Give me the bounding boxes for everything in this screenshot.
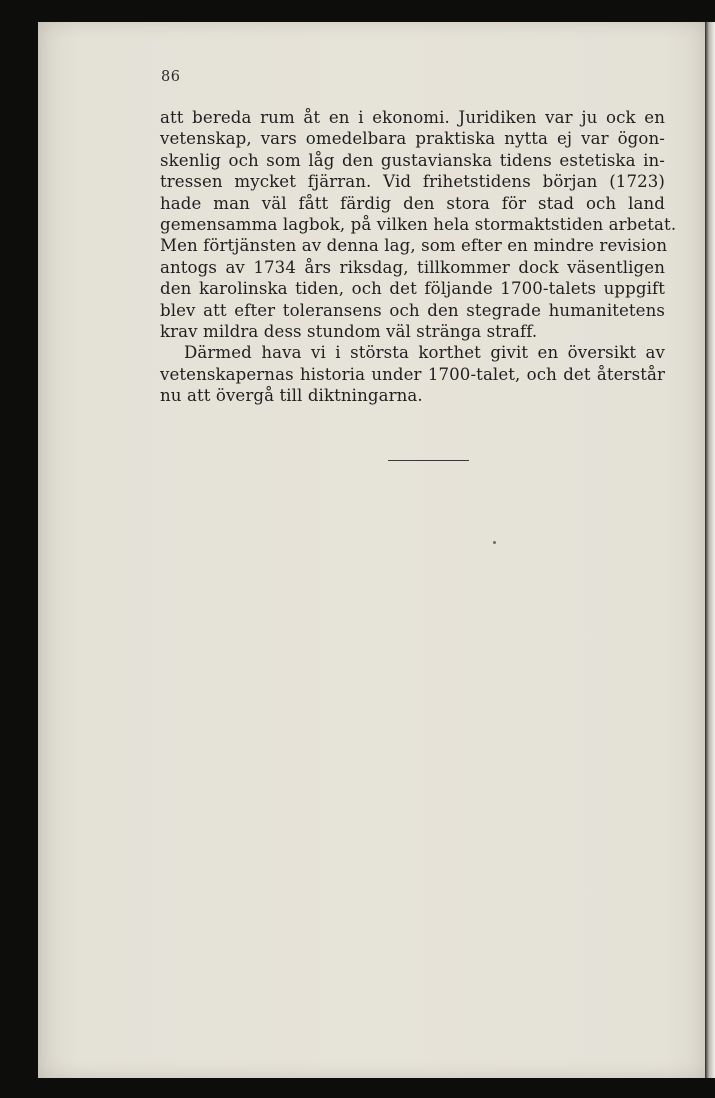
page-edge xyxy=(705,22,715,1078)
paragraph-end-line: krav mildra dess stundom väl stränga straff. xyxy=(160,321,538,341)
text-line: skenlig och som låg den gustavianska tidens estetiska in- xyxy=(160,150,665,170)
text-line: tressen mycket fjärran. Vid frihetstidens början (1723) xyxy=(160,172,665,192)
text-line: blev att efter toleransens och den stegrade humanitetens xyxy=(160,300,665,320)
text-line: att bereda rum åt en i ekonomi. Juridiken var ju ock en xyxy=(160,108,665,127)
section-end-rule xyxy=(388,460,469,461)
text-line: Men förtjänsten av denna lag, som efter en mindre revision xyxy=(160,236,668,256)
page-number: 86 xyxy=(161,69,181,85)
text-line: vetenskapernas historia under 1700-talet, och det återstår xyxy=(160,364,665,384)
body-text xyxy=(160,107,677,406)
text-line: hade man väl fått färdig den stora för stad och land xyxy=(160,193,665,213)
text-line: den karolinska tiden, och det följande 1700-talets uppgift xyxy=(160,279,665,299)
paragraph-end-line: nu att övergå till diktningarna. xyxy=(160,386,423,406)
text-line: antogs av 1734 års riksdag, tillkommer dock väsentligen xyxy=(160,257,665,277)
text-line: vetenskap, vars omedelbara praktiska nytta ej var ögon- xyxy=(160,129,665,149)
paragraph-start-line: Därmed hava vi i största korthet givit en översikt av xyxy=(184,343,665,363)
text-line: gemensamma lagbok, på vilken hela stormaktstiden arbetat. xyxy=(160,214,677,234)
paper-speck xyxy=(493,541,496,544)
